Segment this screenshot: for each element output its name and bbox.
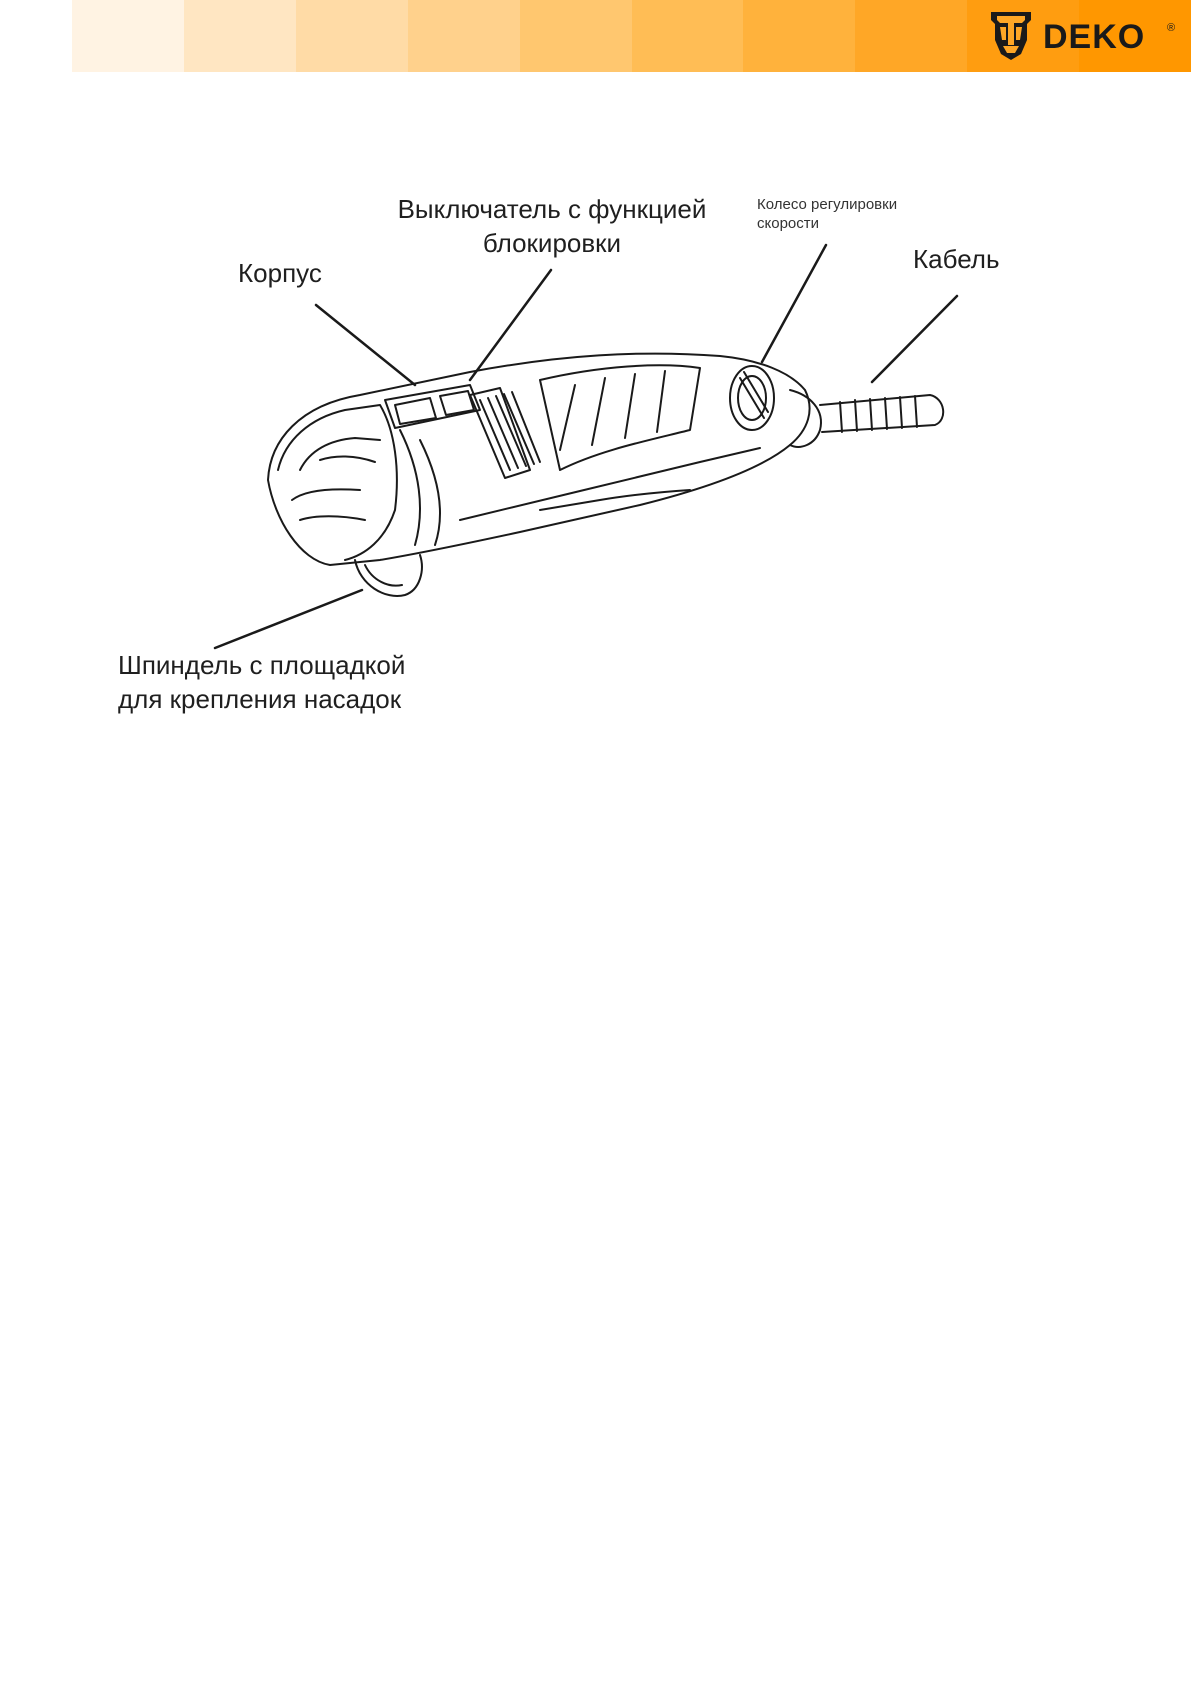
registered-mark: ®: [1167, 22, 1176, 34]
label-spindle: [118, 648, 405, 716]
label-switch-line1: Выключатель с функцией: [397, 194, 707, 224]
label-spindle-line2: для крепления насадок: [118, 684, 402, 714]
brand-name: DEKO: [1043, 19, 1146, 53]
label-spindle-line1: Шпиндель с площадкой: [118, 650, 406, 680]
label-speed-wheel: [757, 195, 897, 233]
multitool-drawing: [0, 0, 1191, 760]
label-switch: [392, 192, 712, 260]
label-speed-wheel-line2: скорости: [757, 215, 820, 232]
label-switch-line2: блокировки: [482, 228, 622, 258]
label-speed-wheel-line1: Колесо регулировки: [757, 196, 898, 213]
label-cable: Кабель: [913, 244, 1000, 274]
label-housing: Корпус: [238, 258, 322, 288]
